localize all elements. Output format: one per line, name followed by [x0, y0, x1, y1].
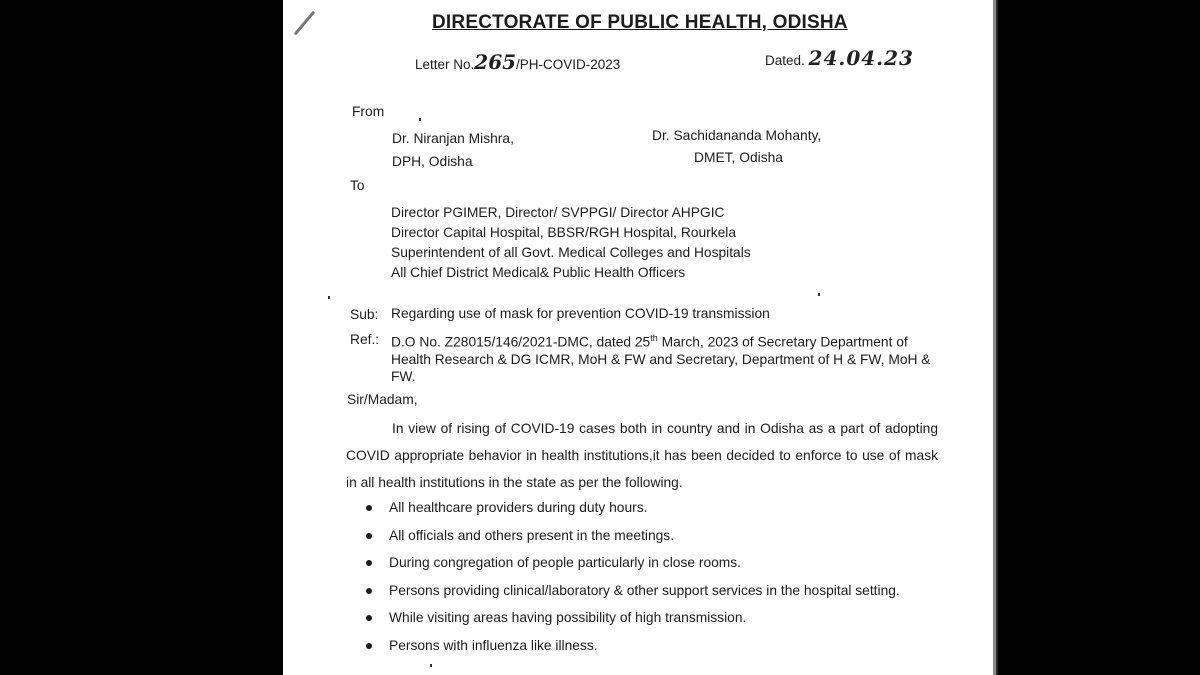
scan-speck — [419, 118, 421, 121]
letter-number-handwritten: 265 — [474, 50, 517, 74]
recipient-line: Director PGIMER, Director/ SVPPGI/ Director AHPGIC — [391, 205, 725, 220]
sender2-name: Dr. Sachidananda Mohanty, — [652, 128, 822, 143]
salutation: Sir/Madam, — [347, 392, 418, 407]
list-item — [363, 632, 900, 660]
recipient-line: All Chief District Medical& Public Health Officers — [391, 265, 686, 280]
reference-text-part2: March, 2023 of Secretary Department of Health Research & DG ICMR, MoH & FW and Secretary, Department of H & FW, MoH & FW. — [391, 334, 931, 384]
letter-number-label: Letter No. — [415, 57, 475, 72]
reference-text — [391, 330, 936, 385]
to-label: To — [350, 178, 365, 193]
list-item — [363, 577, 900, 605]
bullet-icon — [366, 505, 372, 511]
sender1-name: Dr. Niranjan Mishra, — [392, 131, 514, 146]
sender1-title: DPH, Odisha — [392, 154, 473, 169]
scan-speck — [430, 664, 432, 667]
list-item — [363, 494, 900, 522]
bullet-icon — [366, 560, 372, 566]
letter-date — [765, 46, 914, 70]
scan-speck — [328, 296, 330, 299]
subject-label: Sub: — [350, 307, 379, 322]
reference-text-part1: D.O No. Z28015/146/2021-DMC, dated 25 — [391, 334, 651, 350]
date-handwritten: 24.04.23 — [808, 46, 914, 70]
list-item-text: All officials and others present in the meetings. — [389, 527, 675, 543]
pen-stroke-mark — [294, 11, 316, 36]
list-item-text: During congregation of people particularly in close rooms. — [389, 555, 742, 570]
paragraph-text: In view of rising of COVID-19 cases both in country and in Odisha as a part of adopting COVID appropriate behavior in health institutions,it has been decided to enforce to use of mask in all health institutions in the state as per the following. — [346, 421, 938, 490]
document-page — [283, 0, 993, 675]
list-item-text: While visiting areas having possibility of high transmission. — [389, 610, 747, 625]
requirement-list — [363, 494, 900, 659]
list-item — [363, 604, 900, 632]
list-item-text: Persons providing clinical/laboratory & other support services in the hospital setting. — [389, 582, 900, 598]
reference-label: Ref.: — [350, 332, 380, 347]
letter-number-suffix: /PH-COVID-2023 — [516, 57, 621, 72]
page-edge-shadow — [996, 0, 998, 675]
subject-text: Regarding use of mask for prevention COVID-19 transmission — [391, 306, 770, 321]
reference-superscript: th — [650, 333, 658, 343]
bullet-icon — [366, 588, 372, 594]
date-label: Dated. — [765, 53, 805, 68]
list-item — [363, 549, 900, 577]
recipient-line: Superintendent of all Govt. Medical Colleges and Hospitals — [391, 245, 751, 260]
bullet-icon — [366, 615, 372, 621]
letter-number — [415, 50, 620, 74]
bullet-icon — [366, 533, 372, 539]
bullet-icon — [366, 643, 372, 649]
page-title: DIRECTORATE OF PUBLIC HEALTH, ODISHA — [432, 12, 848, 33]
scan-speck — [818, 293, 820, 296]
sender2-title: DMET, Odisha — [694, 150, 783, 165]
from-label: From — [352, 104, 385, 119]
list-item-text: Persons with influenza like illness. — [389, 637, 598, 653]
list-item — [363, 522, 900, 550]
body-paragraph — [346, 415, 938, 496]
recipient-line: Director Capital Hospital, BBSR/RGH Hospital, Rourkela — [391, 225, 737, 240]
list-item-text: All healthcare providers during duty hours. — [389, 500, 648, 515]
